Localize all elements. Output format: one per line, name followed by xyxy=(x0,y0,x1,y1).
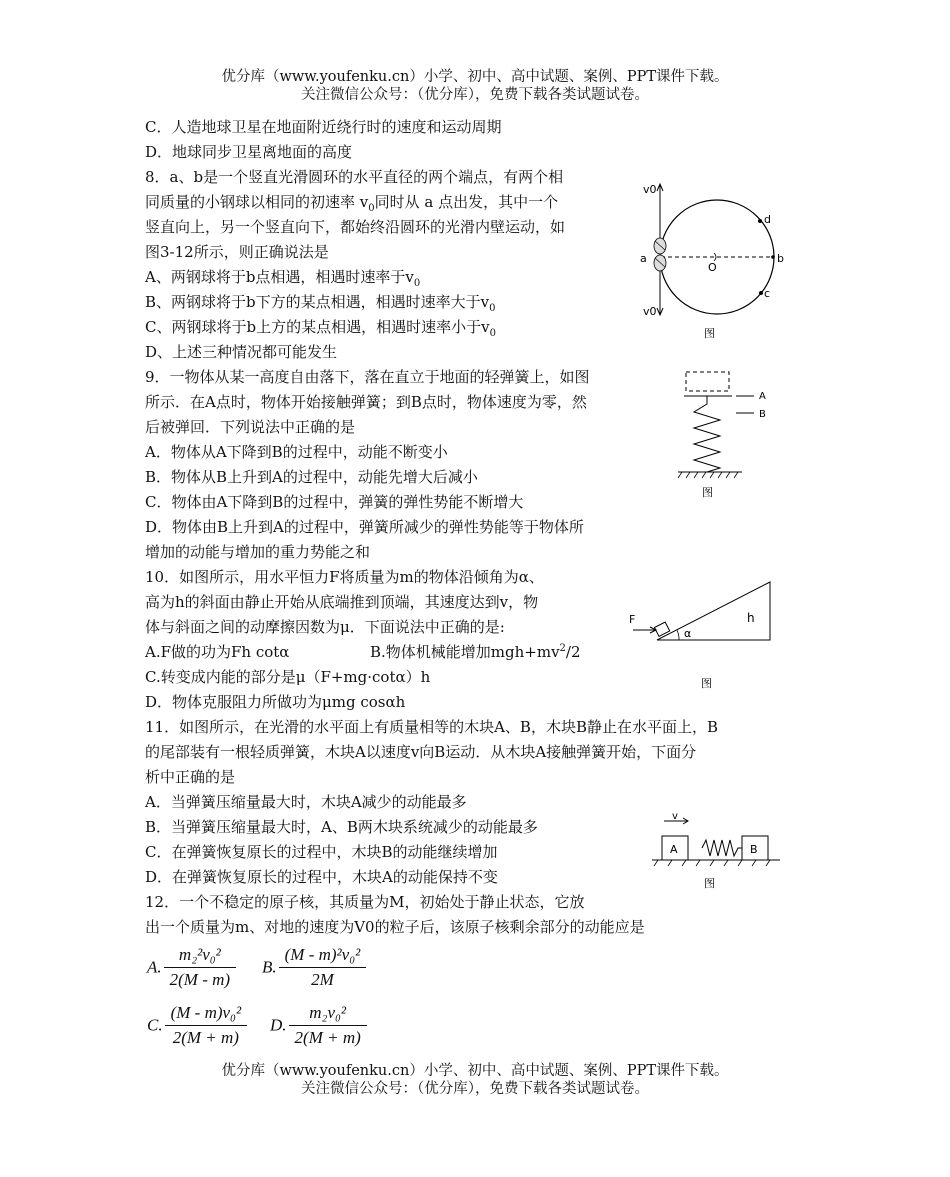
q11-option-b: B．当弹簧压缩量最大时，A、B两木块系统减少的动能最多 xyxy=(145,818,538,836)
q12-option-d: D. $\frac{\text{m₂v₀²}}{2(M + m)}$ xyxy=(270,1003,367,1048)
q9-fig-b: B xyxy=(759,409,766,420)
q8-figure-circle xyxy=(630,175,790,345)
q9-option-b: B．物体从B上升到A的过程中，动能先增大后减小 xyxy=(145,468,478,486)
q8-fig-c: c xyxy=(764,287,771,300)
q9-figure-spring xyxy=(670,368,780,503)
q8-fig-d: d xyxy=(764,213,771,226)
q8-stem-2: 同质量的小钢球以相同的初速率 $v_0$同时从 a 点出发，其中一个 xyxy=(145,193,559,214)
q12-option-c: C. $\frac{\text{(M - m)v₀²}}{2(M + m)}$ xyxy=(147,1003,247,1048)
q12-option-b: B. $\frac{\text{(M - m)²v₀²}}{2M}$ xyxy=(262,945,366,990)
q9-stem-2: 所示．在A点时，物体开始接触弹簧；到B点时，物体速度为零，然 xyxy=(145,393,587,411)
q12-stem-2: 出一个质量为m、对地的速度为V0的粒子后，该原子核剩余部分的动能应是 xyxy=(145,918,645,936)
q8-option-d: D、上述三种情况都可能发生 xyxy=(145,343,338,361)
q9-stem-1: 9．一物体从某一高度自由落下，落在直立于地面的轻弹簧上，如图 xyxy=(145,368,590,386)
q8-fig-v0-top: v0 xyxy=(643,183,657,196)
q11-fig-a: A xyxy=(670,843,678,856)
q10-fig-h: h xyxy=(747,611,755,625)
q9-option-c: C．物体由A下降到B的过程中，弹簧的弹性势能不断增大 xyxy=(145,493,524,511)
header-line-2: 关注微信公众号：（优分库），免费下载各类试题试卷。 xyxy=(301,87,649,103)
q8-fig-o: O xyxy=(708,261,717,274)
q12-stem-1: 12．一个不稳定的原子核，其质量为M，初始处于静止状态，它放 xyxy=(145,893,585,911)
q9-stem-3: 后被弹回．下列说法中正确的是 xyxy=(145,418,356,436)
q11-option-c: C．在弹簧恢复原长的过程中，木块B的动能继续增加 xyxy=(145,843,498,861)
q11-stem-3: 析中正确的是 xyxy=(145,768,236,786)
q8-fig-caption: 图 xyxy=(704,327,715,340)
q8-stem-4: 图3-12所示，则正确说法是 xyxy=(145,243,329,261)
q9-fig-caption: 图 xyxy=(702,486,713,499)
q10-stem-2: 高为h的斜面由静止开始从底端推到顶端，其速度达到v，物 xyxy=(145,593,539,611)
q11-stem-1: 11．如图所示，在光滑的水平面上有质量相等的木块A、B，木块B静止在水平面上，B xyxy=(145,718,718,736)
q8-option-c: C、两钢球将于b上方的某点相遇，相遇时速率小于$v_0$ xyxy=(145,318,496,339)
q10-figure-incline xyxy=(625,576,785,696)
q10-option-a: A.F做的功为Fh cotα xyxy=(145,643,290,661)
q10-stem-1: 10．如图所示，用水平恒力F将质量为m的物体沿倾角为α、 xyxy=(145,568,544,586)
footer-line-2: 关注微信公众号：（优分库），免费下载各类试题试卷。 xyxy=(301,1081,649,1097)
q10-option-d: D．物体克服阻力所做功为μmg cosαh xyxy=(145,693,406,711)
q8-option-a: A、两钢球将于b点相遇，相遇时速率于$v_0$ xyxy=(145,268,421,289)
q9-option-a: A．物体从A下降到B的过程中，动能不断变小 xyxy=(145,443,448,461)
q10-option-b: B.物体机械能增加$mgh+mv^2/2$ xyxy=(370,643,581,661)
footer-line-1: 优分库（www.youfenku.cn）小学、初中、高中试题、案例、PPT课件下载。 xyxy=(221,1063,729,1079)
q10-fig-f: F xyxy=(629,613,636,626)
q8-fig-a: a xyxy=(640,252,647,265)
q11-option-d: D．在弹簧恢复原长的过程中，木块A的动能保持不变 xyxy=(145,868,498,886)
q8-stem-1: 8．a、b是一个竖直光滑圆环的水平直径的两个端点，有两个相 xyxy=(145,168,564,186)
q8-stem-3: 竖直向上，另一个竖直向下，都始终沿圆环的光滑内壁运动，如 xyxy=(145,218,566,236)
q7-option-c: C．人造地球卫星在地面附近绕行时的速度和运动周期 xyxy=(145,118,502,136)
q11-fig-caption: 图 xyxy=(704,877,715,890)
q8-fig-b: b xyxy=(777,252,784,265)
q8-fig-v0-bottom: v0 xyxy=(643,305,657,318)
q8-option-b: B、两钢球将于b下方的某点相遇，相遇时速率大于$v_0$ xyxy=(145,293,496,314)
q9-option-d-2: 增加的动能与增加的重力势能之和 xyxy=(145,543,371,561)
q11-fig-v: v xyxy=(672,812,678,822)
q9-fig-a: A xyxy=(759,391,766,402)
q9-option-d-1: D．物体由B上升到A的过程中，弹簧所减少的弹性势能等于物体所 xyxy=(145,518,584,536)
q11-option-a: A．当弹簧压缩量最大时，木块A减少的动能最多 xyxy=(145,793,467,811)
q10-fig-caption: 图 xyxy=(701,677,712,690)
q10-fig-alpha: α xyxy=(684,627,692,640)
q10-stem-3: 体与斜面之间的动摩擦因数为μ．下面说法中正确的是: xyxy=(145,618,505,636)
q11-fig-b: B xyxy=(750,843,758,856)
header-line-1: 优分库（www.youfenku.cn）小学、初中、高中试题、案例、PPT课件下载。 xyxy=(221,69,729,85)
q11-figure-blocks xyxy=(648,812,788,894)
q11-stem-2: 的尾部装有一根轻质弹簧，木块A以速度v向B运动．从木块A接触弹簧开始，下面分 xyxy=(145,743,697,761)
q10-option-c: C.转变成内能的部分是μ（F+mg·cotα）h xyxy=(145,668,431,686)
q7-option-d: D．地球同步卫星离地面的高度 xyxy=(145,143,353,161)
q12-option-a: A. $\frac{\text{m₂²v₀²}}{2(M - m)}$ xyxy=(147,945,236,990)
